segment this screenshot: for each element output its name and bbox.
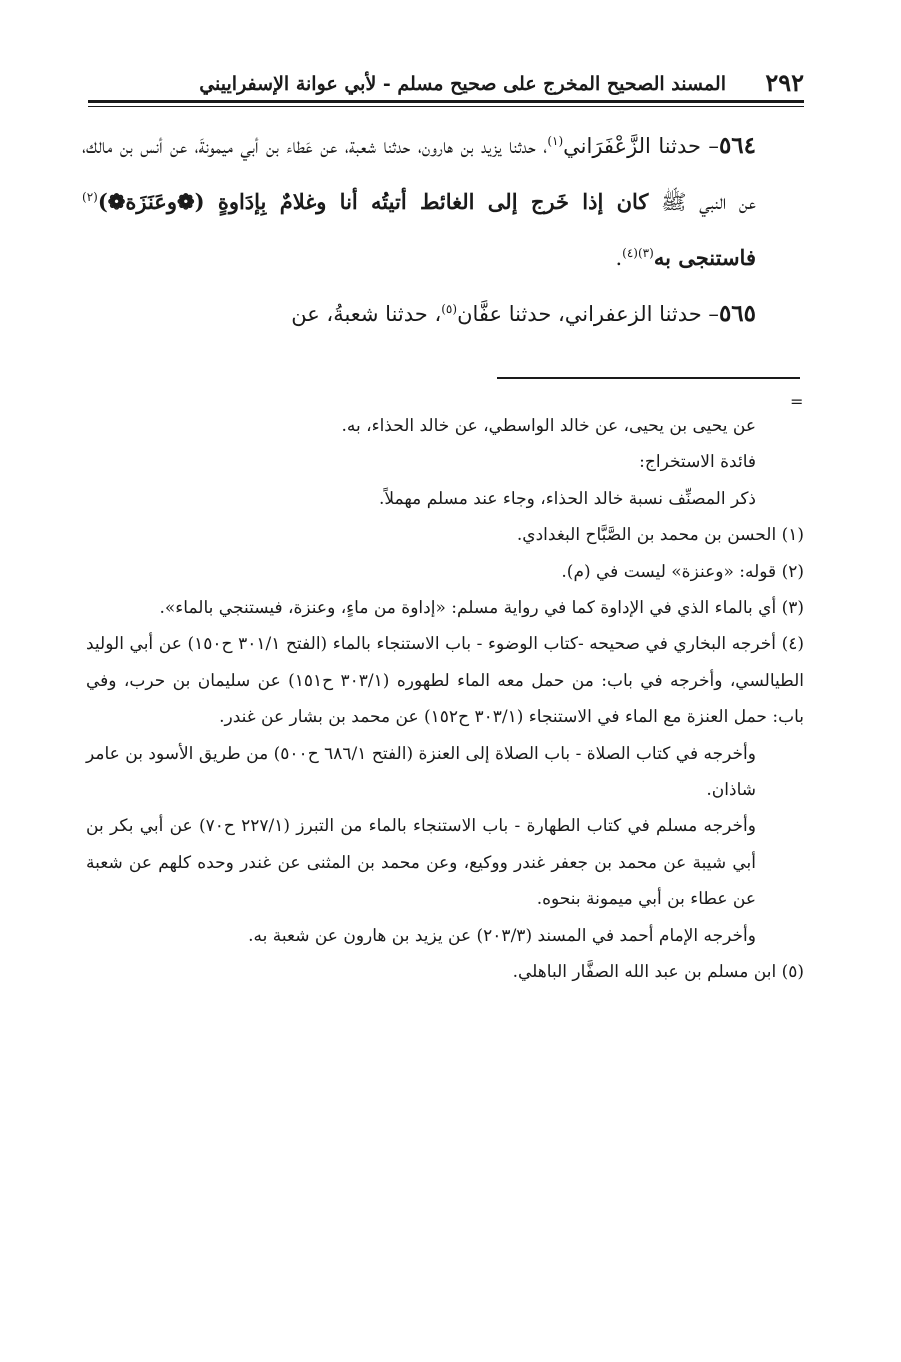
footnote-continuation: عن يحيى بن يحيى، عن خالد الواسطي، عن خالد الحذاء، به. <box>341 416 756 436</box>
hadith-564 <box>82 118 804 286</box>
main-text <box>82 118 804 342</box>
footnote-ref: (٣)(٤) <box>622 246 654 260</box>
hadith-text: – حدثنا الزعفراني، حدثنا عفَّان <box>457 302 719 326</box>
hadith-text: – حدثنا الزَّعْفَرَاني <box>563 134 719 158</box>
hadith-text: ، حدثنا شعبةُ، عن <box>291 302 442 326</box>
running-title: المسند الصحيح المخرج على صحيح مسلم - لأبي عوانة الإسفراييني <box>199 73 726 95</box>
hadith-number: ٥٦٥ <box>718 300 756 327</box>
footnote-4-paragraph: وأخرجه الإمام أحمد في المسند (٢٠٣/٣) عن يزيد بن هارون عن شعبة به. <box>248 925 756 946</box>
footnote-4: (٤) أخرجه البخاري في صحيحه -كتاب الوضوء - باب الاستنجاء بالماء (الفتح ٣٠١/١ ح١٥٠) عن أبي الوليد الطيالسي، وأخرجه في باب: من حمل معه الماء لطهوره (٣٠٣/١ ح١٥١) عن سليمان بن حرب، وفي باب: حمل العنزة مع الماء في الاستنجاء (٣٠٣/١ ح١٥٢) عن محمد بن بشار عن غندر. <box>86 634 804 728</box>
hadith-matn: فاستنجى به <box>653 245 756 270</box>
footnote-3: (٣) أي بالماء الذي في الإداوة كما في رواية مسلم: «إداوة من ماءٍ، وعنزة، فيستنجي بالماء». <box>159 598 804 619</box>
footnote-2: (٢) قوله: «وعنزة» ليست في (م). <box>561 561 804 582</box>
flower-marker-icon: ❁ <box>176 189 195 214</box>
header-rule-thin <box>88 106 804 107</box>
footnote-separator <box>497 377 800 379</box>
footnote-4-paragraph: وأخرجه مسلم في كتاب الطهارة - باب الاستنجاء بالماء من التبرز (٢٢٧/١ ح٧٠) عن أبي بكر بن أبي شيبة عن محمد بن جعفر غندر ووكيع، وعن محمد بن المثنى عن غندر وحده كلهم عن شعبة عن عطاء بن أبي ميمونة بنحوه. <box>86 816 756 910</box>
hadith-matn: كان إذا خَرج إلى الغائط أتيتُه أنا وغلامٌ بِإدَاوةٍ ( <box>194 189 649 214</box>
header-rule-thick <box>88 100 804 103</box>
hadith-text: ، حدثنا يزيد بن هارون، حدثنا شعبة، عن عَطاء بن أبي ميمونةَ، عن أنس بن مالك، عن النبي ﷺ <box>82 134 756 214</box>
footnote-ref: (٥) <box>441 302 458 316</box>
footnote-4-paragraph: وأخرجه في كتاب الصلاة - باب الصلاة إلى العنزة (الفتح ٦٨٦/١ ح٥٠٠) من طريق الأسود بن عامر شاذان. <box>86 743 756 801</box>
page-number: ٢٩٢ <box>765 68 804 97</box>
hadith-matn: ) <box>97 189 108 214</box>
hadith-number: ٥٦٤ <box>718 132 756 159</box>
footnote-continuation: ذكر المصنِّف نسبة خالد الحذاء، وجاء عند مسلم مهملاً. <box>378 488 756 509</box>
footnote-ref: (٢) <box>82 190 98 204</box>
page-header <box>88 66 804 102</box>
footnote-1: (١) الحسن بن محمد بن الصَّبَّاح البغدادي. <box>516 525 804 546</box>
continuation-mark: = <box>790 392 804 411</box>
footnote-continuation: فائدة الاستخراج: <box>639 452 756 473</box>
hadith-matn: وعَنَزَة <box>125 189 177 214</box>
hadith-text: . <box>615 246 623 270</box>
footnotes <box>86 408 804 991</box>
footnote-ref: (١) <box>547 134 564 148</box>
flower-marker-icon: ❁ <box>107 189 126 214</box>
footnote-5: (٥) ابن مسلم بن عبد الله الصفَّار الباهلي. <box>512 962 804 983</box>
hadith-565 <box>82 286 804 342</box>
